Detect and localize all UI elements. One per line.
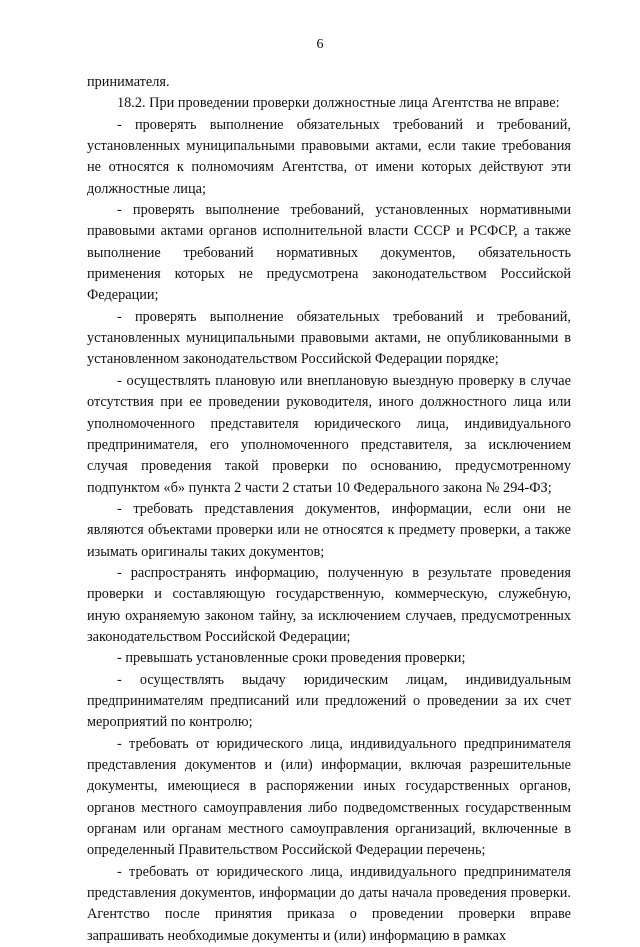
list-item: - требовать представления документов, информации, если они не являются объектами проверки или не относятся к предмету проверки, а также изымать оригиналы таких документов; <box>87 500 571 560</box>
list-item: - проверять выполнение обязательных требований и требований, установленных муниципальными правовыми актами, не опубликованными в установленном законодательством Российской Федерации порядке; <box>87 308 571 368</box>
list-item: - требовать от юридического лица, индивидуального предпринимателя представления документов, информации до даты начала проведения проверки. Агентство после принятия приказа о проведении проверки вправе запрашивать необходимые документы и (или) информацию в рамках <box>87 863 571 944</box>
list-item: - требовать от юридического лица, индивидуального предпринимателя представления документов и (или) информации, включая разрешительные документы, имеющиеся в распоряжении иных государственных органов, органов местного самоуправления либо подведомственных государственным органам или органам местного самоуправления организаций, включенные в определенный Правительством Российской Федерации перечень; <box>87 735 571 859</box>
list-item: - проверять выполнение требований, установленных нормативными правовыми актами органов исполнительной власти СССР и РСФСР, а также выполнение требований нормативных документов, обязательность применения которых не предусмотрена законодательством Российской Федерации; <box>87 202 571 304</box>
list-item: - распространять информацию, полученную в результате проведения проверки и составляющую государственную, коммерческую, служебную, иную охраняемую законом тайну, за исключением случаев, предусмотренных законодательством Российской Федерации; <box>87 564 571 645</box>
list-item: - проверять выполнение обязательных требований и требований, установленных муниципальными правовыми актами, если такие требования не относятся к полномочиям Агентства, от имени которых действуют эти должностные лица; <box>87 116 571 197</box>
page-number: 6 <box>316 37 324 52</box>
list-item: - превышать установленные сроки проведения проверки; <box>117 650 466 667</box>
paragraph-continuation: принимателя. <box>87 74 170 90</box>
list-item: - осуществлять выдачу юридическим лицам, индивидуальным предпринимателям предписаний или предложений о проведении за их счет мероприятий по контролю; <box>87 671 571 731</box>
document-body <box>87 72 571 947</box>
paragraph-section-18-2: 18.2. При проведении проверки должностные лица Агентства не вправе: <box>117 95 560 112</box>
list-item: - осуществлять плановую или внеплановую выездную проверку в случае отсутствия при ее проведении руководителя, иного должностного лица или уполномоченного представителя юридического лица, индивидуального предпринимателя, его уполномоченного представителя, за исключением случая проведения такой проверки по основанию, предусмотренному подпунктом «б» пункта 2 части 2 статьи 10 Федерального закона № 294-ФЗ; <box>87 372 571 496</box>
